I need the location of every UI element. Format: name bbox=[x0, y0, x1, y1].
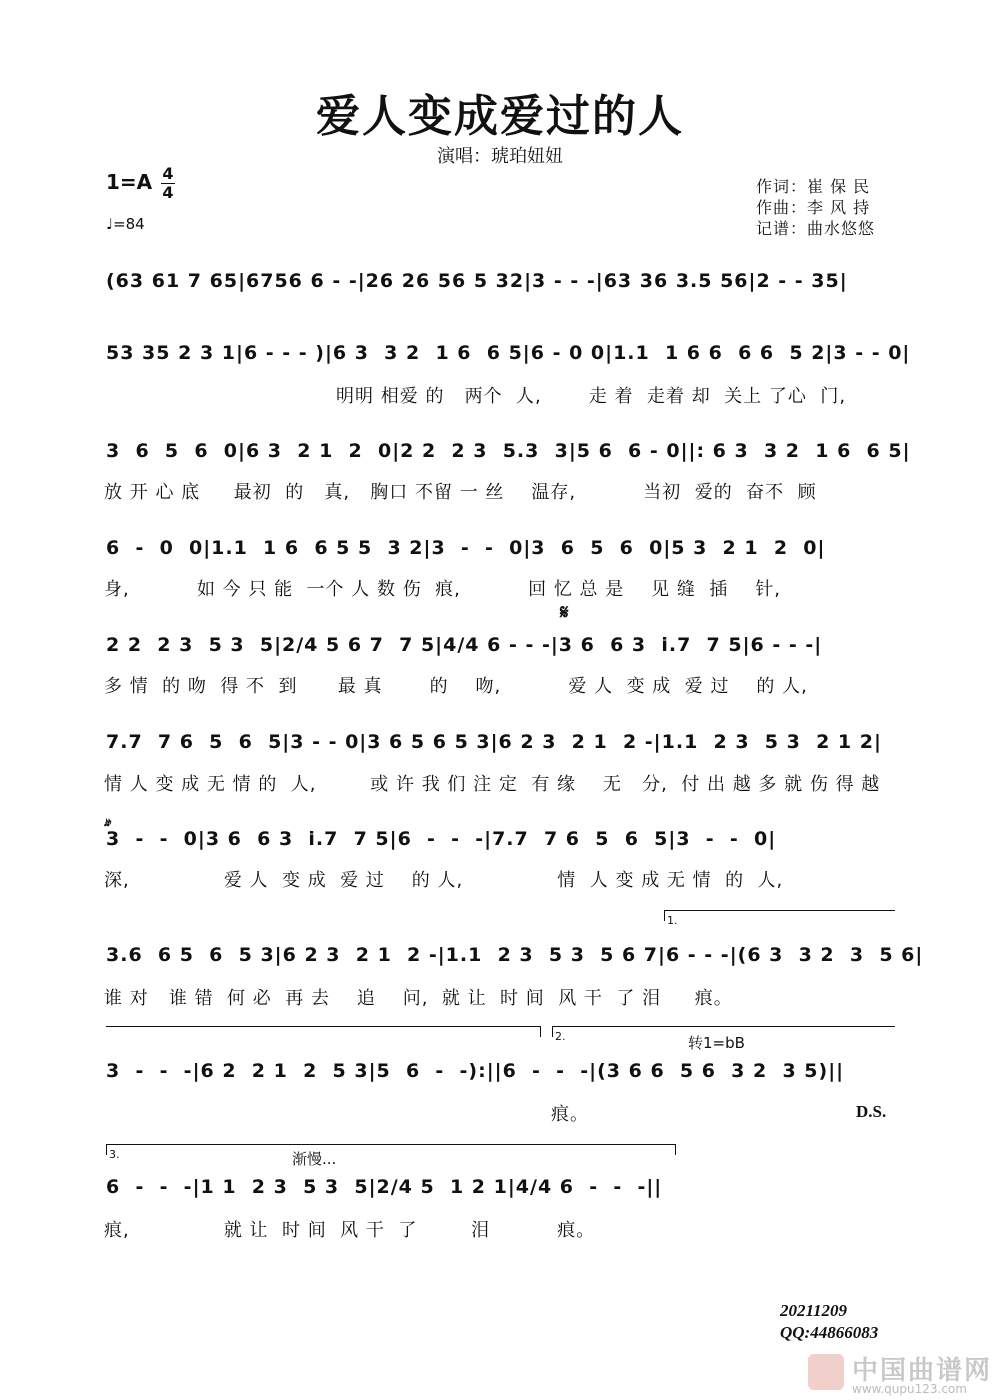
contact-qq: QQ:44866083 bbox=[780, 1323, 879, 1342]
modulation-label: 转1=bB bbox=[688, 1034, 745, 1052]
composer-credit: 作曲：李 风 持 bbox=[756, 198, 871, 217]
time-signature-top: 4 bbox=[162, 164, 174, 183]
volta-2-label: 2. bbox=[555, 1030, 566, 1043]
watermark-url: www.qupu123.com bbox=[852, 1382, 967, 1396]
lyric-row-5: 多 情 的 吻 得 不 到 最 真 的 吻, 爱 人 变 成 爱 过 的 人, bbox=[104, 676, 808, 697]
notation-row-10: 6 - - -|1 1 2 3 5 3 5|2/4 5 1 2 1|4/4 6 - - -|| bbox=[106, 1176, 663, 1198]
notation-row-9: 3 - - -|6 2 2 1 2 5 3|5 6 - -):||6 - - -|(3 6 6 5 6 3 2 3 5)|| bbox=[106, 1060, 845, 1082]
volta-1-label: 1. bbox=[667, 914, 678, 927]
transcription-date: 20211209 bbox=[780, 1301, 848, 1320]
notation-row-6: 7.7 7 6 5 6 5|3 - - 0|3 6 5 6 5 3|6 2 3 2 1 2 -|1.1 2 3 5 3 2 1 2| bbox=[106, 731, 882, 753]
lyric-row-2: 明明 相爱 的 两个 人, 走 着 走着 却 关上 了心 门, bbox=[336, 386, 847, 407]
tempo-marking: ♩=84 bbox=[106, 215, 145, 233]
lyric-row-3: 放 开 心 底 最初 的 真, 胸口 不留 一 丝 温存, 当初 爱的 奋不 顾 bbox=[104, 482, 817, 503]
volta-1-bracket bbox=[664, 910, 895, 927]
time-signature-bottom: 4 bbox=[162, 183, 174, 202]
lyric-row-10: 痕, 就 让 时 间 风 干 了 泪 痕。 bbox=[104, 1220, 596, 1241]
lyric-row-6: 情 人 变 成 无 情 的 人, 或 许 我 们 注 定 有 缘 无 分, 付 出 越 多 就 伤 得 越 bbox=[104, 774, 881, 795]
transcriber-credit: 记谱：曲水悠悠 bbox=[756, 219, 876, 238]
notation-row-2: 53 35 2 3 1|6 - - - )|6 3 3 2 1 6 6 5|6 - 0 0|1.1 1 6 6 6 6 5 2|3 - - 0| bbox=[106, 342, 911, 364]
lyric-row-8: 谁 对 谁 错 何 必 再 去 追 问, 就 让 时 间 风 干 了 泪 痕。 bbox=[104, 988, 733, 1009]
volta-3-label: 3. bbox=[109, 1148, 120, 1161]
notation-row-4: 6 - 0 0|1.1 1 6 6 5 5 3 2|3 - - 0|3 6 5 6 0|5 3 2 1 2 0| bbox=[106, 537, 826, 559]
notation-row-1: (63 61 7 65|6756 6 - -|26 26 56 5 32|3 - - -|63 36 3.5 56|2 - - 35| bbox=[106, 270, 848, 292]
ritardando-mark: 渐慢... bbox=[292, 1150, 337, 1168]
notation-row-7: 3 - - 0|3 6 6 3 i.7 7 5|6 - - -|7.7 7 6 5 6 5|3 - - 0| bbox=[106, 828, 777, 850]
dal-segno-mark: D.S. bbox=[856, 1102, 887, 1121]
credits bbox=[756, 176, 875, 239]
singer-label: 演唱：琥珀妞妞 bbox=[437, 146, 563, 167]
notation-row-3: 3 6 5 6 0|6 3 2 1 2 0|2 2 2 3 5.3 3|5 6 6 - 0||: 6 3 3 2 1 6 6 5| bbox=[106, 440, 911, 462]
song-title: 爱人变成爱过的人 bbox=[316, 91, 684, 142]
trill-mark: 𝆔𝆔 bbox=[104, 814, 110, 830]
watermark-text: 中国曲谱网 bbox=[852, 1356, 993, 1386]
segno-sign: 𝄋 bbox=[560, 600, 569, 624]
lyric-row-7: 深, 爱 人 变 成 爱 过 的 人, 情 人 变 成 无 情 的 人, bbox=[104, 870, 784, 891]
key-signature: 1=A bbox=[106, 170, 153, 194]
lyric-row-9: 痕。 bbox=[551, 1104, 589, 1125]
lyric-row-4: 身, 如 今 只 能 一个 人 数 伤 痕, 回 忆 总 是 见 缝 插 针, bbox=[104, 579, 781, 600]
time-signature bbox=[160, 166, 176, 201]
transcription-info bbox=[780, 1300, 878, 1344]
lyricist-credit: 作词：崔 保 民 bbox=[756, 177, 871, 196]
notation-row-8: 3.6 6 5 6 5 3|6 2 3 2 1 2 -|1.1 2 3 5 3 5 6 7|6 - - -|(6 3 3 2 3 5 6| bbox=[106, 944, 924, 966]
notation-row-5: 2 2 2 3 5 3 5|2/4 5 6 7 7 5|4/4 6 - - -|3 6 6 3 i.7 7 5|6 - - -| bbox=[106, 634, 823, 656]
volta-1-continuation bbox=[106, 1026, 541, 1037]
watermark-logo-icon bbox=[808, 1354, 844, 1390]
